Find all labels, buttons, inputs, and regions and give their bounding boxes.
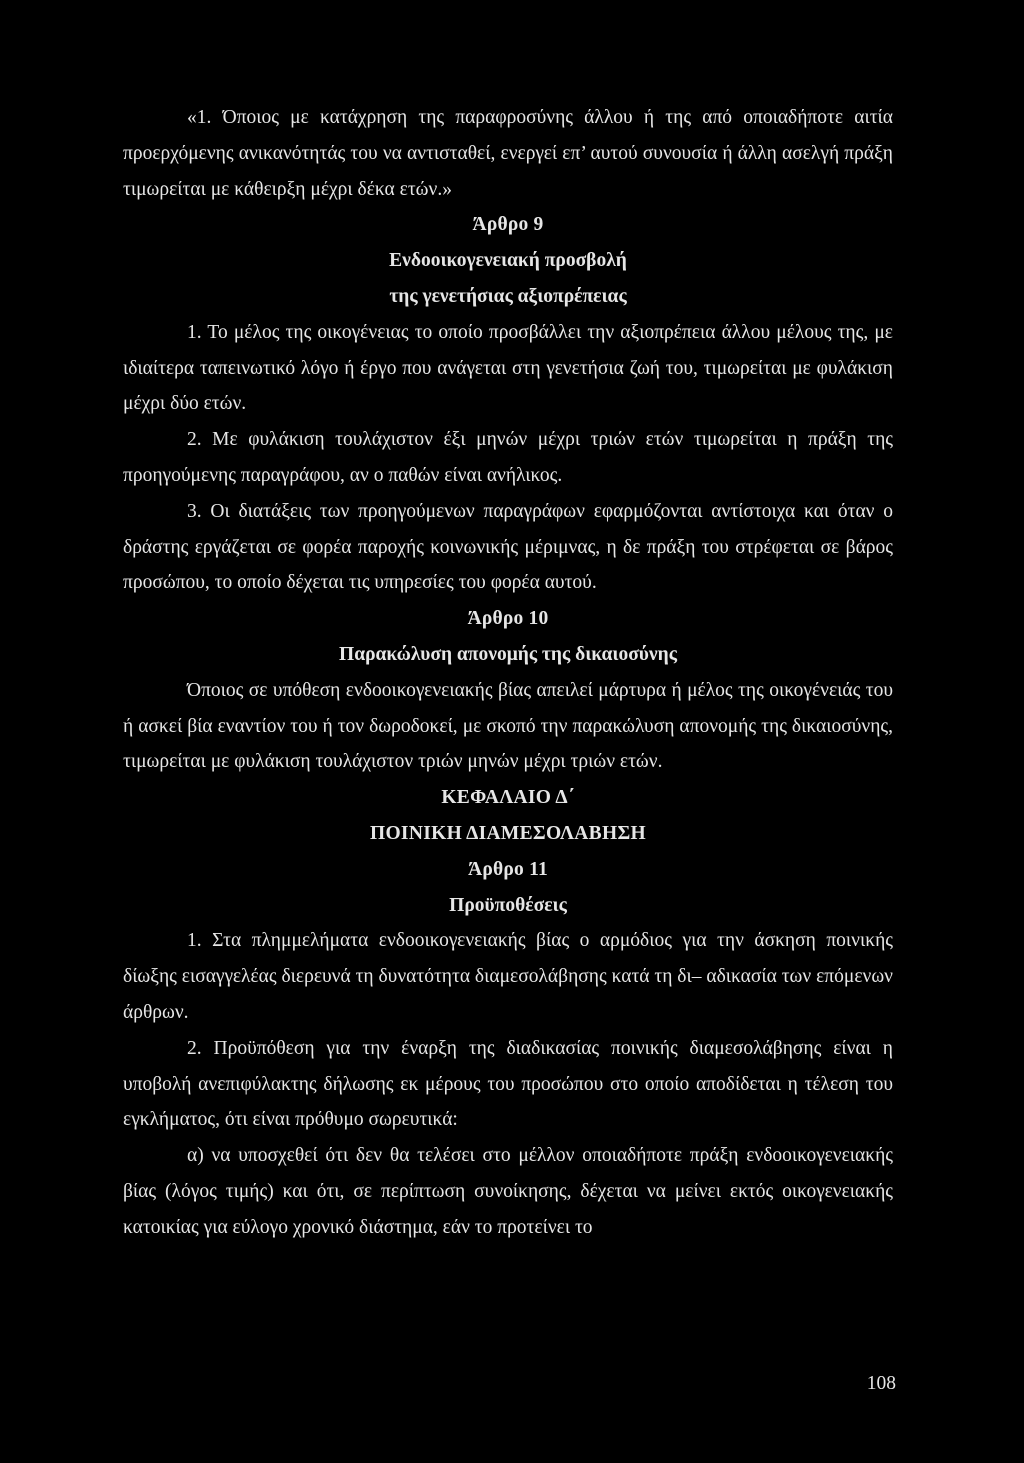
article-9-heading: Άρθρο 9 — [472, 214, 544, 236]
article-9-title-line-1: Ενδοοικογενειακή προσβολή — [389, 250, 627, 272]
article-11-paragraph-2: 2. Προϋπόθεση για την έναρξη της διαδικασίας ποινικής διαμεσολάβησης είναι η υποβολή ανεπιφύλακτης δήλωσης εκ μέρους του προσώπου στο οποίο αποδίδεται η τέλεση του εγκλήματος, ότι είναι πρόθυμο σωρευτικά: — [123, 1037, 893, 1131]
article-11-paragraph-2a: α) να υποσχεθεί ότι δεν θα τελέσει στο μέλλον οποιαδήποτε πράξη ενδοοικογενειακής βίας (λόγος τιμής) και ότι, σε περίπτωση συνοίκησης, δέχεται να μείνει εκτός οικογενειακής κατοικίας για εύλογο χρονικό διάστημα, εάν το προτείνει το — [123, 1145, 893, 1238]
article-10-title: Παρακώλυση απονομής της δικαιοσύνης — [339, 643, 677, 665]
page-number: 108 — [866, 1373, 896, 1394]
article-11-title: Προϋποθέσεις — [449, 894, 567, 916]
chapter-title: ΠΟΙΝΙΚΗ ΔΙΑΜΕΣΟΛΑΒΗΣΗ — [370, 822, 646, 844]
article-11-heading: Άρθρο 11 — [468, 858, 548, 880]
quoted-paragraph-1: «1. Όποιος με κατάχρηση της παραφροσύνης άλλου ή της από οποιαδήποτε αιτία προερχόμενης ανικανότητάς του να αντισταθεί, ενεργεί επ’ αυτού συνουσία ή άλλη ασελγή πράξη τιμωρείται με κάθειρξη μέχρι δέκα ετών.» — [123, 107, 893, 200]
article-9-paragraph-3: 3. Οι διατάξεις των προηγούμενων παραγράφων εφαρμόζονται αντίστοιχα και όταν ο δράστης εργάζεται σε φορέα παροχής κοινωνικής μέριμνας, η δε πράξη του στρέφεται σε βάρος προσώπου, το οποίο δέχεται τις υπηρεσίες του φορέα αυτού. — [123, 500, 893, 594]
article-9-paragraph-2: 2. Με φυλάκιση τουλάχιστον έξι μηνών μέχρι τριών ετών τιμωρείται η πράξη της προηγούμενης παραγράφου, αν ο παθών είναι ανήλικος. — [123, 429, 893, 486]
article-9-paragraph-1: 1. Το μέλος της οικογένειας το οποίο προσβάλλει την αξιοπρέπεια άλλου μέλους της, με ιδιαίτερα ταπεινωτικό λόγο ή έργο που ανάγεται στη γενετήσια ζωή του, τιμωρείται με φυλάκιση μέχρι δύο ετών. — [123, 321, 893, 415]
chapter-heading: ΚΕΦΑΛΑΙΟ Δ΄ — [441, 787, 575, 809]
document-page — [123, 100, 893, 1246]
article-10-heading: Άρθρο 10 — [467, 608, 549, 630]
article-11-paragraph-1: 1. Στα πλημμελήματα ενδοοικογενειακής βίας ο αρμόδιος για την άσκηση ποινικής δίωξης εισαγγελέας διερευνά τη δυνατότητα διαμεσολάβησης κατά τη δι– αδικασία των επόμενων άρθρων. — [123, 930, 893, 1023]
article-9-title-line-2: της γενετήσιας αξιοπρέπειας — [389, 285, 627, 307]
article-10-paragraph: Όποιος σε υπόθεση ενδοοικογενειακής βίας απειλεί μάρτυρα ή μέλος της οικογένειάς του ή ασκεί βία εναντίον του ή τον δωροδοκεί, με σκοπό την παρακώλυση απονομής της δικαιοσύνης, τιμωρείται με φυλάκιση τουλάχιστον τριών μηνών μέχρι τριών ετών. — [123, 679, 893, 773]
